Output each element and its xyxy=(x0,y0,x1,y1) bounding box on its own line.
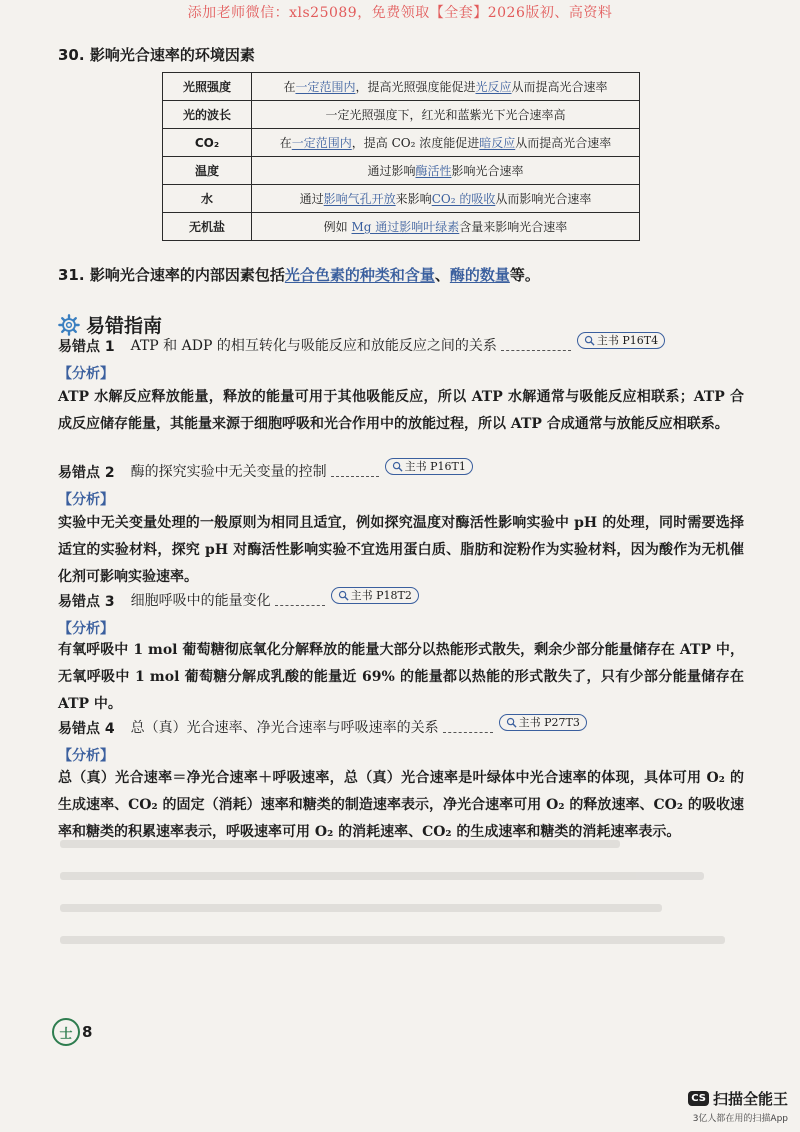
cs-logo-icon: CS xyxy=(688,1091,709,1106)
factor-name: 水 xyxy=(163,185,252,213)
error-point-text: 总（真）光合速率、净光合速率与呼吸速率的关系 xyxy=(130,720,439,736)
factor-name: 光照强度 xyxy=(163,73,252,101)
underlined-answer: 一定范围内 xyxy=(295,80,356,94)
item-30-number: 30. xyxy=(58,46,85,64)
item-30-text: 影响光合速率的环境因素 xyxy=(89,46,255,64)
item-31-pre: 影响光合速率的内部因素包括 xyxy=(89,266,285,284)
underlined-answer: 光反应 xyxy=(475,80,512,94)
description-text: 通过 xyxy=(299,192,324,206)
underlined-answer: Mg 通过影响叶绿素 xyxy=(351,220,460,234)
underlined-answer: 暗反应 xyxy=(479,136,516,150)
factor-name: 无机盐 xyxy=(163,213,252,241)
factor-name: 温度 xyxy=(163,157,252,185)
analysis-label: 【分析】 xyxy=(58,621,114,637)
error-point-label: 易错点 4 xyxy=(58,721,115,737)
book-ref-link[interactable] xyxy=(499,714,587,731)
item-31-sep: 、 xyxy=(434,266,450,284)
factor-description xyxy=(252,157,640,185)
analysis-label: 【分析】 xyxy=(58,366,114,382)
error-point-label: 易错点 2 xyxy=(58,465,115,481)
book-ref-text: 主书 P27T3 xyxy=(518,716,580,729)
leader-dash xyxy=(501,350,571,351)
leader-dash xyxy=(443,732,493,733)
description-text: 例如 xyxy=(323,220,352,234)
factor-row xyxy=(163,129,640,157)
analysis-text: 总（真）光合速率＝净光合速率＋呼吸速率，总（真）光合速率是叶绿体中光合速率的体现，具体可用 O₂ 的生成速率、CO₂ 的固定（消耗）速率和糖类的制造速率表示，净光合速率可用 O₂ 的释放速率、CO₂ 的吸收速率和糖类的积累速率表示，呼吸速率可用 O₂ 的消耗速率、CO₂ 的生成速率和糖类的消耗速率表示。 xyxy=(58,770,744,840)
factor-row xyxy=(163,101,640,129)
magnifier-icon xyxy=(584,335,595,346)
underlined-answer: CO₂ 的吸收 xyxy=(431,192,496,206)
error-point-label: 易错点 1 xyxy=(58,339,115,355)
analysis-label: 【分析】 xyxy=(58,492,114,508)
factor-row xyxy=(163,73,640,101)
underlined-answer: 影响气孔开放 xyxy=(323,192,396,206)
factor-name: 光的波长 xyxy=(163,101,252,129)
factor-table xyxy=(162,72,640,241)
factor-description xyxy=(252,73,640,101)
error-point-text: ATP 和 ADP 的相互转化与吸能反应和放能反应之间的关系 xyxy=(130,338,497,354)
bleed-through-texture xyxy=(60,840,760,1000)
magnifier-icon xyxy=(506,717,517,728)
page-badge-icon: 士 xyxy=(52,1018,80,1046)
factor-row xyxy=(163,157,640,185)
factor-description xyxy=(252,185,640,213)
factor-row xyxy=(163,213,640,241)
magnifier-icon xyxy=(392,461,403,472)
error-point-2 xyxy=(58,461,473,483)
error-point-text: 酶的探究实验中无关变量的控制 xyxy=(130,464,327,480)
watermark: 添加老师微信：xls25089，免费领取【全套】2026版初、高资料 xyxy=(187,5,613,21)
book-ref-link[interactable] xyxy=(385,458,473,475)
underlined-answer: 一定范围内 xyxy=(291,136,352,150)
error-point-4 xyxy=(58,717,587,739)
magnifier-icon xyxy=(338,590,349,601)
analysis-label: 【分析】 xyxy=(58,748,114,764)
leader-dash xyxy=(331,476,379,477)
description-text: 在 xyxy=(283,80,296,94)
page-number xyxy=(52,1018,92,1046)
factor-description xyxy=(252,213,640,241)
item-31-underline-2: 酶的数量 xyxy=(449,266,510,284)
page-number-text: 8 xyxy=(82,1023,93,1041)
book-ref-link[interactable] xyxy=(331,587,419,604)
leader-dash xyxy=(275,605,325,606)
book-ref-link[interactable] xyxy=(577,332,665,349)
error-point-3 xyxy=(58,590,419,612)
section-heading xyxy=(58,311,162,338)
description-text: ，提高光照强度能促进 xyxy=(355,80,476,94)
description-text: 从而提高光合速率 xyxy=(511,80,608,94)
analysis-text: 有氧呼吸中 1 mol 葡萄糖彻底氧化分解释放的能量大部分以热能形式散失，剩余少部分能量储存在 ATP 中，无氧呼吸中 1 mol 葡萄糖分解成乳酸的能量近 69% 的能量都以热能的形式散失了，只有少部分能量储存在 ATP 中。 xyxy=(58,642,744,712)
item-30-title xyxy=(58,44,255,65)
item-31-post: 等。 xyxy=(509,266,540,284)
description-text: ，提高 CO₂ 浓度能促进 xyxy=(351,136,480,150)
description-text: 通过影响 xyxy=(367,164,416,178)
description-text: 一定光照强度下，红光和蓝紫光下光合速率高 xyxy=(325,108,566,122)
description-text: 影响光合速率 xyxy=(451,164,524,178)
description-text: 从而影响光合速率 xyxy=(495,192,592,206)
description-text: 从而提高光合速率 xyxy=(515,136,612,150)
gear-icon xyxy=(58,314,80,336)
scanner-watermark xyxy=(688,1088,788,1124)
item-31 xyxy=(58,264,540,285)
book-ref-text: 主书 P16T4 xyxy=(596,334,659,347)
book-ref-text: 主书 P16T1 xyxy=(404,460,466,473)
item-31-number: 31. xyxy=(58,266,85,284)
description-text: 在 xyxy=(279,136,292,150)
item-31-underline-1: 光合色素的种类和含量 xyxy=(284,266,435,284)
description-text: 含量来影响光合速率 xyxy=(459,220,568,234)
section-title: 易错指南 xyxy=(86,315,163,337)
underlined-answer: 酶活性 xyxy=(415,164,452,178)
description-text: 来影响 xyxy=(395,192,432,206)
factor-row xyxy=(163,185,640,213)
analysis-text: 实验中无关变量处理的一般原则为相同且适宜，例如探究温度对酶活性影响实验中 pH 的处理，同时需要选择适宜的实验材料，探究 pH 对酶活性影响实验不宜选用蛋白质、脂肪和淀粉作为实验材料，因为酸作为无机催化剂可影响实验速率。 xyxy=(58,515,744,585)
scanner-brand: 扫描全能王 xyxy=(712,1090,788,1108)
error-point-text: 细胞呼吸中的能量变化 xyxy=(130,593,271,609)
factor-description xyxy=(252,129,640,157)
error-point-1 xyxy=(58,335,665,357)
book-ref-text: 主书 P18T2 xyxy=(350,589,412,602)
analysis-text: ATP 水解反应释放能量，释放的能量可用于其他吸能反应，所以 ATP 水解通常与吸能反应相联系；ATP 合成反应储存能量，其能量来源于细胞呼吸和光合作用中的放能过程，所以 ATP 合成通常与放能反应相联系。 xyxy=(58,389,744,432)
factor-name: CO₂ xyxy=(163,129,252,157)
error-point-label: 易错点 3 xyxy=(58,594,115,610)
factor-description xyxy=(252,101,640,129)
scanner-slogan: 3亿人都在用的扫描App xyxy=(692,1114,788,1124)
